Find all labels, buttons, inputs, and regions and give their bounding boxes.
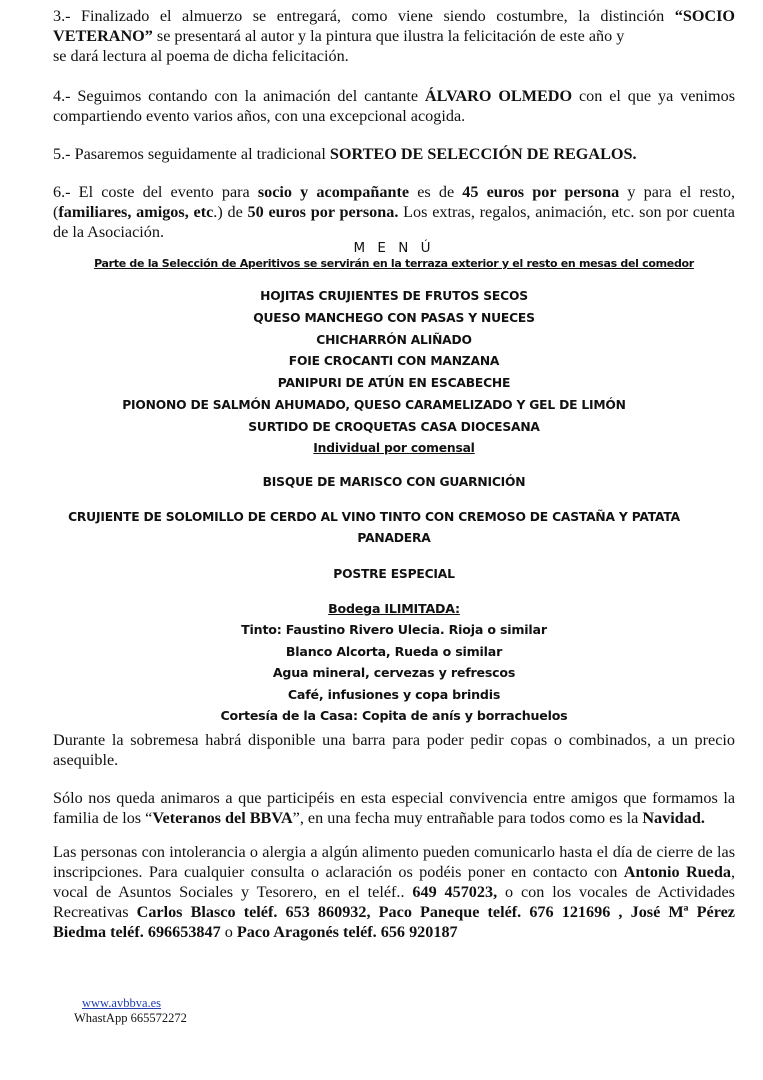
contact-paragraph: Las personas con intolerancia o alergia a algún alimento pueden comunicarlo hasta el día de cierre de las inscripciones. Para cualquier consulta o aclaración os podéis poner en contacto con Antonio Rueda, vocal de Asuntos Sociales y Tesorero, en el teléf.. 649 457023, o con los vocales de Actividades Recreativas Carlos Blasco teléf. 653 860932, Paco Paneque teléf. 676 121696 , José Mª Pérez Biedma teléf. 696653847 o Paco Aragonés teléf. 656 920187 xyxy=(53,843,735,941)
paragraph-6: 6.- El coste del evento para socio y acompañante es de 45 euros por persona y para el resto, (familiares, amigos, etc.) de 50 euros por persona. Los extras, regalos, animación, etc. son por cuenta de la Asociación. xyxy=(53,183,735,241)
drink-item: Agua mineral, cervezas y refrescos xyxy=(272,665,516,680)
contact-name: Antonio Rueda xyxy=(623,863,731,881)
paragraph-3: 3.- Finalizado el almuerzo se entregará, como viene siendo costumbre, la distinción “SOCIO VETERANO” se presentará al autor y la pintura que ilustra la felicitación de este año y se dará lectura al poema de dicha felicitación. xyxy=(53,7,735,65)
menu-item-main: CRUJIENTE DE SOLOMILLO DE CERDO AL VINO TINTO CON CREMOSO DE CASTAÑA Y PATATA xyxy=(68,510,680,524)
paragraph-4: 4.- Seguimos contando con la animación del cantante ÁLVARO OLMEDO con el que ya venimos compartiendo evento varios años, con una excepcional acogida. xyxy=(53,87,735,125)
menu-item-starter: BISQUE DE MARISCO CON GUARNICIÓN xyxy=(262,475,526,489)
socio-veterano-bold: “SOCIO VETERANO” xyxy=(53,7,735,45)
menu-item-appetizer: FOIE CROCANTI CON MANZANA xyxy=(288,354,500,368)
menu-item-appetizer: PIONONO DE SALMÓN AHUMADO, QUESO CARAMELIZADO Y GEL DE LIMÓN xyxy=(122,398,626,412)
menu-item-appetizer: CHICHARRÓN ALIÑADO xyxy=(316,333,472,347)
price-others: 50 euros por persona. xyxy=(247,203,399,221)
website-link[interactable]: www.avbbva.es xyxy=(82,996,162,1010)
individual-note: Individual por comensal xyxy=(313,441,475,455)
menu-subtitle: Parte de la Selección de Aperitivos se servirán en la terraza exterior y el resto en mesas del comedor xyxy=(94,257,694,270)
menu-item-appetizer: QUESO MANCHEGO CON PASAS Y NUECES xyxy=(253,311,535,325)
drink-item: Café, infusiones y copa brindis xyxy=(287,687,501,702)
sobremesa-paragraph: Durante la sobremesa habrá disponible una barra para poder pedir copas o combinados, a un precio asequible. xyxy=(53,731,735,769)
menu-item-appetizer: SURTIDO DE CROQUETAS CASA DIOCESANA xyxy=(248,420,540,434)
menu-item-appetizer: PANIPURI DE ATÚN EN ESCABECHE xyxy=(277,376,511,390)
menu-title: M E N Ú xyxy=(353,240,435,256)
bodega-title: Bodega ILIMITADA: xyxy=(328,601,460,616)
invitation-paragraph: Sólo nos queda animaros a que participéis en esta especial convivencia entre amigos que formamos la familia de los “Veteranos del BBVA”, en una fecha muy entrañable para todos como es la Navidad. xyxy=(53,789,735,827)
price-member: 45 euros por persona xyxy=(462,183,620,201)
drink-item: Cortesía de la Casa: Copita de anís y borrachuelos xyxy=(220,708,568,723)
menu-item-dessert: POSTRE ESPECIAL xyxy=(333,567,455,581)
vocales-contacts: Carlos Blasco teléf. 653 860932, Paco Paneque teléf. 676 121696 , José Mª Pérez Biedma teléf. 696653847 xyxy=(53,903,735,941)
drink-item: Tinto: Faustino Rivero Ulecia. Rioja o similar xyxy=(241,622,547,637)
footer xyxy=(74,996,187,1026)
whatsapp-number: WhastApp 665572272 xyxy=(74,1011,187,1025)
menu-item-main-cont: PANADERA xyxy=(357,531,431,545)
contact-phone: 649 457023, xyxy=(412,883,498,901)
singer-name-bold: ÁLVARO OLMEDO xyxy=(424,87,573,105)
sorteo-bold: SORTEO DE SELECCIÓN DE REGALOS. xyxy=(329,145,637,163)
paragraph-5: 5.- Pasaremos seguidamente al tradicional SORTEO DE SELECCIÓN DE REGALOS. xyxy=(53,145,637,163)
vocal-contact-last: Paco Aragonés teléf. 656 920187 xyxy=(236,923,458,941)
drink-item: Blanco Alcorta, Rueda o similar xyxy=(285,644,503,659)
menu-item-appetizer: HOJITAS CRUJIENTES DE FRUTOS SECOS xyxy=(260,289,528,303)
